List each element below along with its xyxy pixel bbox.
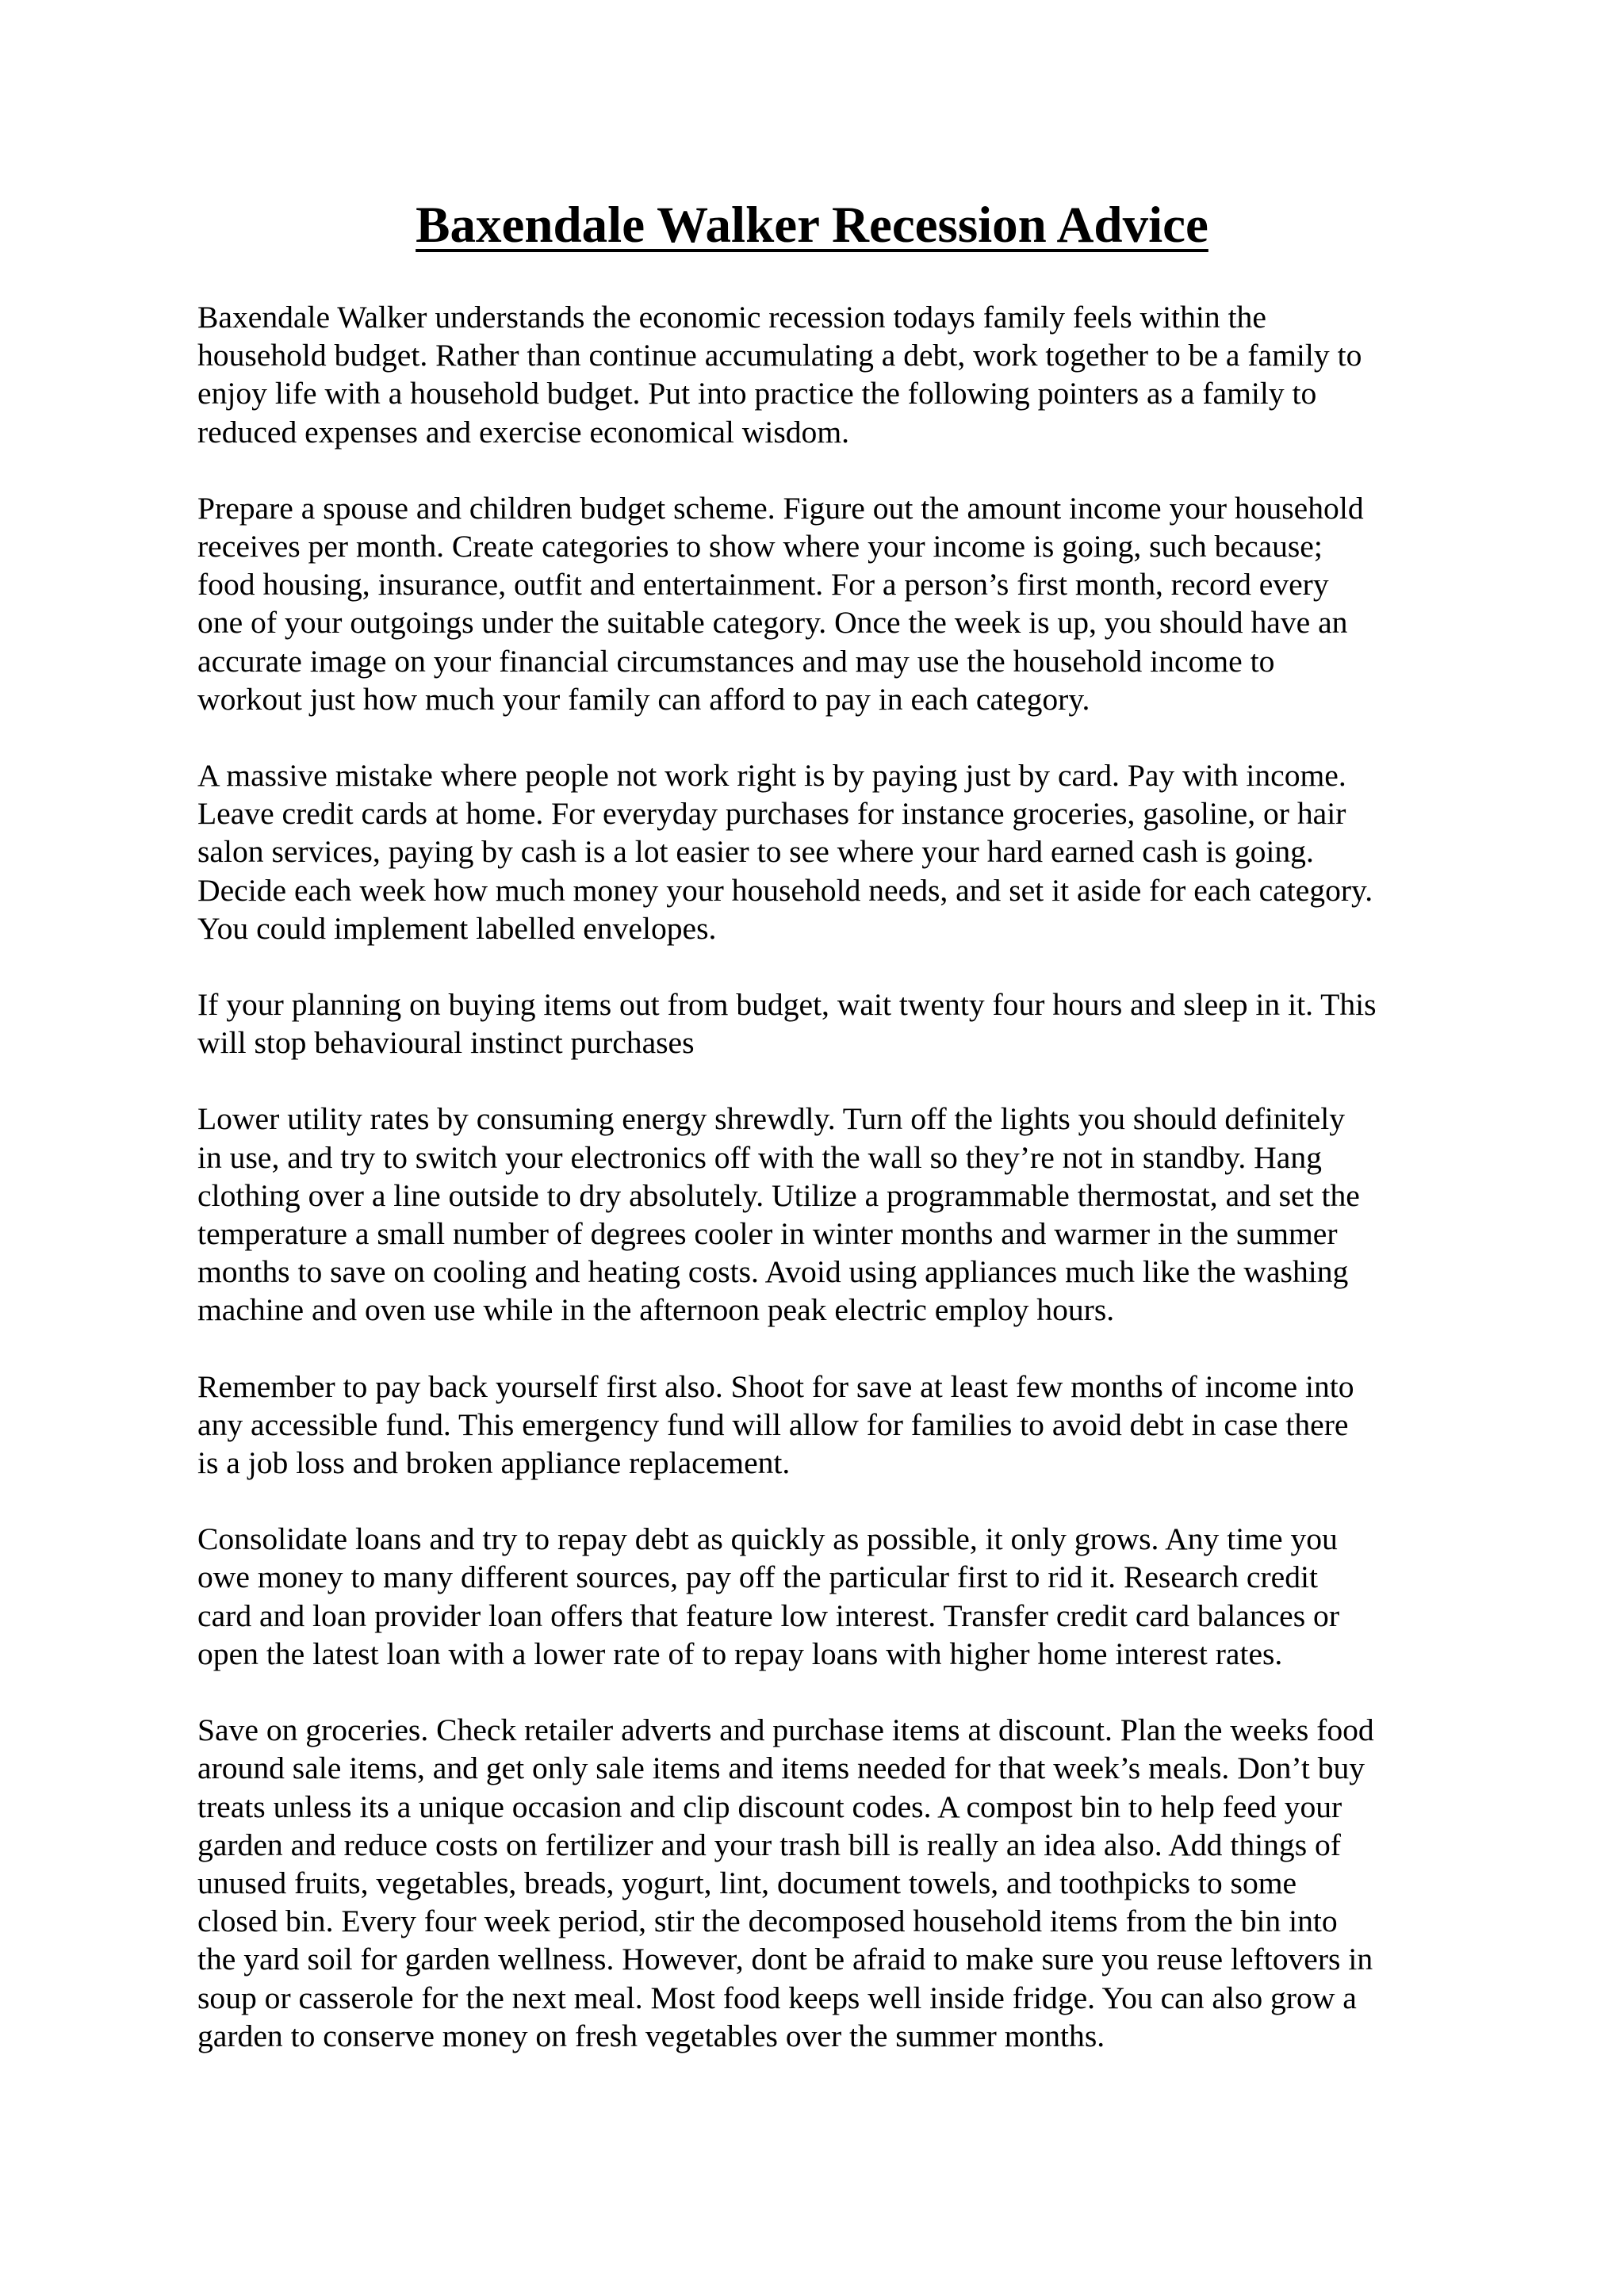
paragraph-line: Save on groceries. Check retailer adverts and purchase items at discount. Plan the weeks food bbox=[197, 1712, 1374, 1748]
paragraph-line: machine and oven use while in the afternoon peak electric employ hours. bbox=[197, 1292, 1115, 1328]
paragraph-line: one of your outgoings under the suitable category. Once the week is up, you should have an bbox=[197, 605, 1348, 641]
paragraph-line: enjoy life with a household budget. Put into practice the following pointers as a family to bbox=[197, 376, 1317, 411]
document-body bbox=[197, 298, 1434, 2093]
paragraph-line: workout just how much your family can afford to pay in each category. bbox=[197, 681, 1090, 717]
paragraph-line: receives per month. Create categories to show where your income is going, such because; bbox=[197, 529, 1323, 564]
paragraph-save-on-groceries bbox=[197, 1711, 1434, 2055]
paragraph-line: around sale items, and get only sale items and items needed for that week’s meals. Don’t buy bbox=[197, 1751, 1365, 1786]
paragraph-line: If your planning on buying items out from budget, wait twenty four hours and sleep in it. This bbox=[197, 987, 1377, 1023]
paragraph-line: open the latest loan with a lower rate of to repay loans with higher home interest rates. bbox=[197, 1636, 1283, 1671]
paragraph-line: in use, and try to switch your electronics off with the wall so they’re not in standby. Hang bbox=[197, 1139, 1322, 1175]
page-title: Baxendale Walker Recession Advice bbox=[416, 197, 1208, 254]
paragraph-intro bbox=[197, 298, 1434, 451]
paragraph-line: reduced expenses and exercise economical wisdom. bbox=[197, 414, 850, 450]
paragraph-line: Decide each week how much money your household needs, and set it aside for each category. bbox=[197, 872, 1373, 908]
paragraph-line: Prepare a spouse and children budget scheme. Figure out the amount income your household bbox=[197, 490, 1364, 526]
paragraph-line: unused fruits, vegetables, breads, yogurt, lint, document towels, and toothpicks to some bbox=[197, 1865, 1297, 1900]
paragraph-line: You could implement labelled envelopes. bbox=[197, 910, 717, 946]
paragraph-line: garden to conserve money on fresh vegetables over the summer months. bbox=[197, 2018, 1105, 2053]
paragraph-line: temperature a small number of degrees cooler in winter months and warmer in the summer bbox=[197, 1216, 1338, 1252]
paragraph-line: closed bin. Every four week period, stir the decomposed household items from the bin into bbox=[197, 1904, 1338, 1939]
paragraph-line: card and loan provider loan offers that feature low interest. Transfer credit card balances or bbox=[197, 1598, 1340, 1633]
paragraph-line: Consolidate loans and try to repay debt as quickly as possible, it only grows. Any time you bbox=[197, 1521, 1338, 1557]
paragraph-line: Remember to pay back yourself first also. Shoot for save at least few months of income into bbox=[197, 1368, 1354, 1404]
paragraph-line: any accessible fund. This emergency fund will allow for families to avoid debt in case there bbox=[197, 1406, 1349, 1442]
paragraph-pay-with-cash bbox=[197, 756, 1434, 947]
paragraph-budget-scheme bbox=[197, 489, 1434, 718]
paragraph-line: salon services, paying by cash is a lot easier to see where your hard earned cash is going. bbox=[197, 834, 1314, 870]
paragraph-line: months to save on cooling and heating costs. Avoid using appliances much like the washing bbox=[197, 1254, 1349, 1290]
paragraph-utility-rates bbox=[197, 1100, 1434, 1329]
paragraph-line: treats unless its a unique occasion and clip discount codes. A compost bin to help feed your bbox=[197, 1789, 1342, 1824]
paragraph-wait-before-buying bbox=[197, 985, 1434, 1062]
paragraph-line: soup or casserole for the next meal. Most food keeps well inside fridge. You can also grow a bbox=[197, 1980, 1357, 2015]
paragraph-line: Leave credit cards at home. For everyday purchases for instance groceries, gasoline, or hair bbox=[197, 796, 1346, 832]
paragraph-line: Baxendale Walker understands the economic recession todays family feels within the bbox=[197, 300, 1266, 335]
paragraph-line: Lower utility rates by consuming energy shrewdly. Turn off the lights you should definitely bbox=[197, 1101, 1346, 1137]
paragraph-line: will stop behavioural instinct purchases bbox=[197, 1025, 695, 1061]
paragraph-line: food housing, insurance, outfit and entertainment. For a person’s first month, record every bbox=[197, 567, 1329, 603]
paragraph-line: A massive mistake where people not work right is by paying just by card. Pay with income. bbox=[197, 758, 1346, 794]
paragraph-line: clothing over a line outside to dry absolutely. Utilize a programmable thermostat, and set the bbox=[197, 1177, 1360, 1213]
paragraph-consolidate-loans bbox=[197, 1520, 1434, 1673]
paragraph-line: owe money to many different sources, pay off the particular first to rid it. Research credit bbox=[197, 1559, 1318, 1595]
paragraph-line: accurate image on your financial circumstances and may use the household income to bbox=[197, 643, 1275, 679]
paragraph-line: household budget. Rather than continue accumulating a debt, work together to be a family to bbox=[197, 338, 1362, 373]
paragraph-emergency-fund bbox=[197, 1368, 1434, 1483]
paragraph-line: is a job loss and broken appliance replacement. bbox=[197, 1445, 791, 1481]
paragraph-line: garden and reduce costs on fertilizer and your trash bill is really an idea also. Add things of bbox=[197, 1827, 1341, 1862]
paragraph-line: the yard soil for garden wellness. However, dont be afraid to make sure you reuse leftovers in bbox=[197, 1942, 1373, 1977]
